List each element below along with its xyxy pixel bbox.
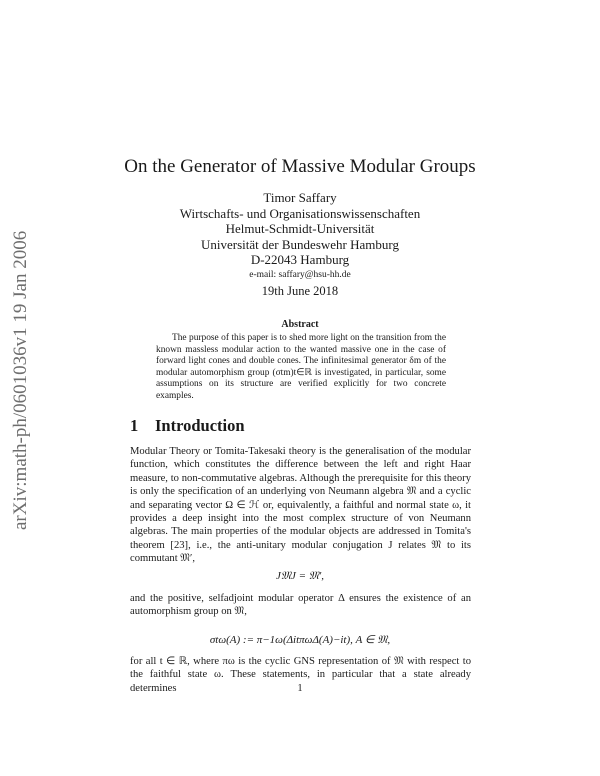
body-paragraph: Modular Theory or Tomita-Takesaki theory is the generalisation of the modular function, which constitutes the difference between the left and right Haar measure, to non-commutative algebras. Although the prerequisite for this theory is only the specification of an underlying von Neumann algebra 𝔐 and a cyclic and separating vector Ω ∈ ℋ or, equivalently, a faithful and normal state ω, it provides a deep insight into the most complex structure of von Neumann algebras. The main properties of the modular objects are addressed in Tomita's theorem [23], i.e., the anti-unitary modular conjugation J relates 𝔐 to its commutant 𝔐′,: [130, 446, 471, 565]
abstract-text: The purpose of this paper is to shed more light on the transition from the known massless modular action to the wanted massive one in the case of forward light cones and double cones. The infinitesimal generator δm of the modular automorphism group (σtm)t∈ℝ is investigated, in particular, some assumptions on its structure are verified explicitly for two concrete examples.: [156, 333, 446, 401]
paper-date: 19th June 2018: [261, 284, 339, 298]
section-number: 1: [130, 416, 139, 435]
affiliation-line: D-22043 Hamburg: [250, 252, 350, 268]
author-email: e-mail: saffary@hsu-hh.de: [249, 269, 351, 280]
equation: J𝔐J = 𝔐′,: [275, 570, 325, 582]
section-heading: [130, 416, 245, 436]
paper-title: On the Generator of Massive Modular Groups: [124, 156, 476, 177]
equation: σtω(A) := π−1ω(ΔitπωΔ(A)−it), A ∈ 𝔐,: [209, 634, 391, 646]
affiliation-line: Wirtschafts- und Organisationswissenschaften: [179, 205, 421, 221]
author-block: [0, 190, 600, 283]
affiliation-line: Helmut-Schmidt-Universität: [225, 221, 375, 237]
body-paragraph: and the positive, selfadjoint modular operator Δ ensures the existence of an automorphism group on 𝔐,: [130, 593, 471, 618]
body-paragraph: for all t ∈ ℝ, where πω is the cyclic GNS representation of 𝔐 with respect to the faithful state ω. These statements, in particular that a state already determines: [130, 656, 471, 694]
arxiv-sidebar-stamp: arXiv:math-ph/0601036v1 19 Jan 2006: [10, 230, 31, 530]
page-number: 1: [297, 683, 303, 694]
author-name: Timor Saffary: [263, 190, 337, 205]
affiliation-line: Universität der Bundeswehr Hamburg: [201, 236, 399, 252]
abstract-heading: Abstract: [281, 319, 319, 330]
section-title: Introduction: [155, 416, 245, 435]
